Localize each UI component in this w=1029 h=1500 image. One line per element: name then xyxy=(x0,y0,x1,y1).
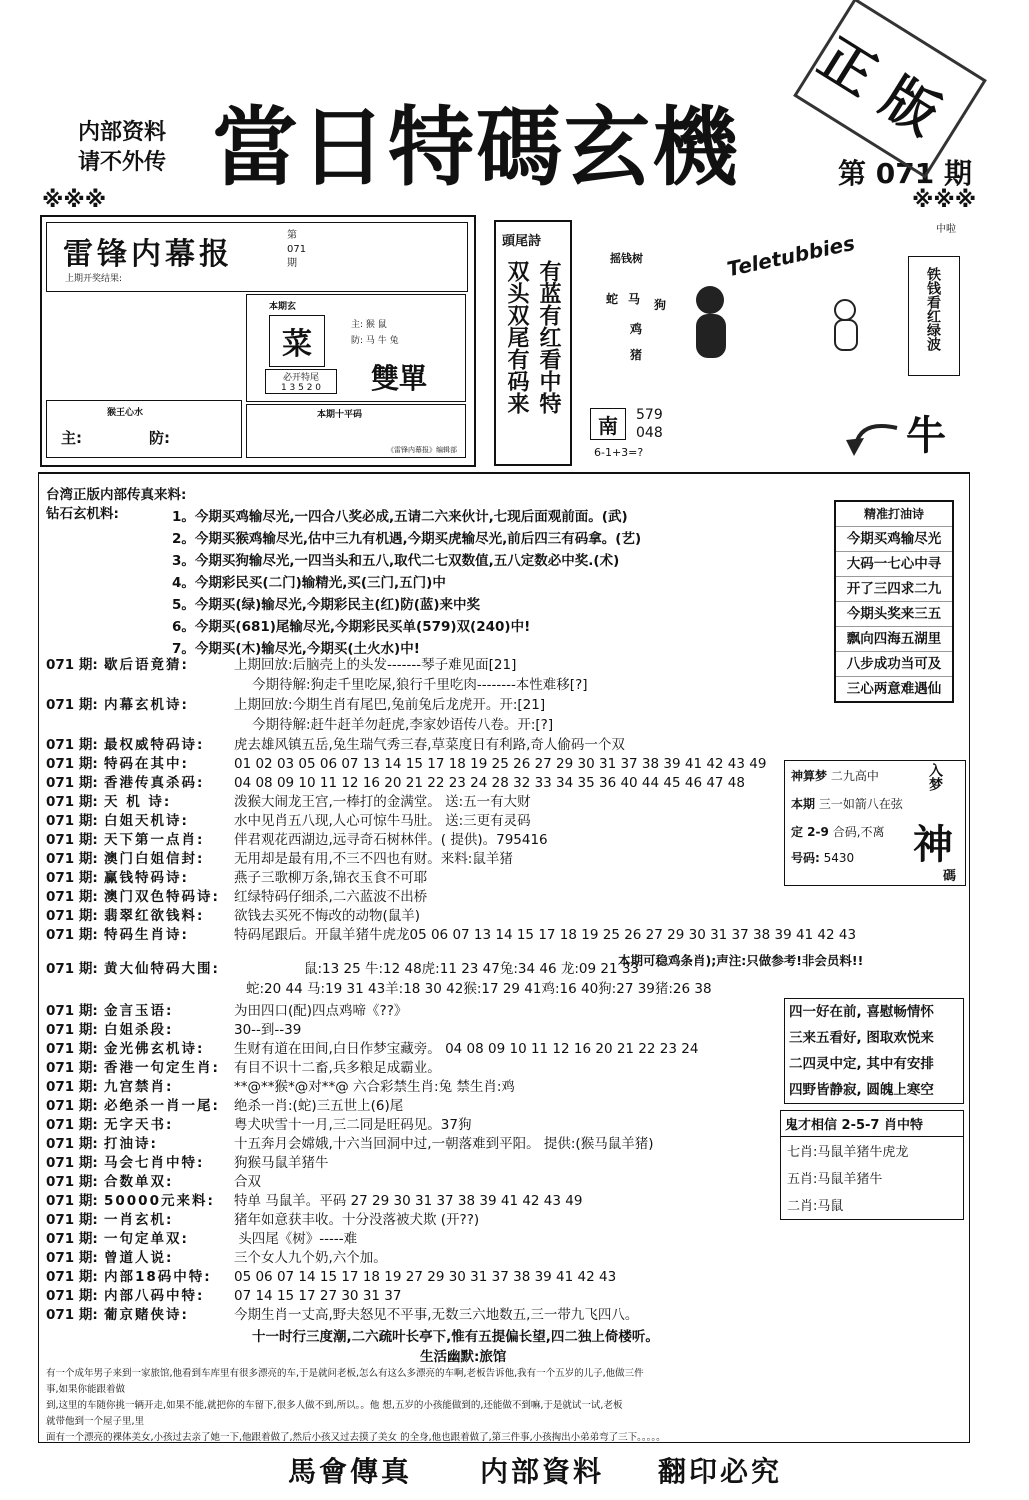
money-tree-label: 摇钱树 xyxy=(610,252,643,265)
row-label: 内部八码中特: xyxy=(104,1288,205,1304)
footer-right: 翻印必究 xyxy=(658,1455,783,1488)
row-prefix: 071 期: xyxy=(46,813,98,829)
row-label: 天 机 诗: xyxy=(104,794,172,810)
info-row xyxy=(46,793,531,811)
row-prefix: 071 期: xyxy=(46,1003,98,1019)
row-label: 葡京赌侠诗: xyxy=(104,1307,189,1323)
xinshui-main: 主: xyxy=(61,429,82,447)
xinshui-fang: 防: xyxy=(149,429,170,447)
huangdaxian-row: 071 期: 黄大仙特码大围: 鼠:13 25 牛:12 48虎:11 23 47兔:34 46 龙:09 21 33 xyxy=(46,961,640,977)
row-text: 燕子三歌柳万条,锦衣玉食不可耶 xyxy=(234,870,428,886)
row-prefix: 071 期: xyxy=(46,1193,98,1209)
info-row xyxy=(46,736,625,754)
stars-left: ※※※ xyxy=(42,188,107,213)
info-row xyxy=(46,1268,616,1286)
row-label: 九宫禁肖: xyxy=(104,1079,174,1095)
row-prefix: 071 期: xyxy=(46,908,98,924)
row-label: 一句定单双: xyxy=(104,1231,189,1247)
row-label: 打油诗: xyxy=(104,1136,158,1152)
row-prefix: 071 期: xyxy=(46,1060,98,1076)
diamond-item: 3。今期买狗输尽光,一四当头和五八,取代二七双数值,五八定数必中奖.(术) xyxy=(172,553,620,569)
cow-label: 牛 xyxy=(906,413,946,459)
pujing-line-2: 十一时行三度潮,二六疏叶长亭下,惟有五提偏长望,四二独上倚楼听。 xyxy=(252,1329,659,1345)
row-label: 合数单双: xyxy=(104,1174,174,1190)
row-text: 05 06 07 14 15 17 18 19 27 29 30 31 37 38 39 41 42 43 xyxy=(234,1269,617,1285)
row-text: 无用却是最有用,不三不四也有财。来料:鼠羊猪 xyxy=(234,851,513,867)
row-text: 30--到--39 xyxy=(234,1022,302,1038)
diamond-item: 6。今期买(681)尾输尽光,今期彩民买单(579)双(240)中! xyxy=(172,619,531,635)
row-text: 生财有道在田间,白日作梦宝藏旁。 04 08 09 10 11 12 16 20 21 22 23 24 xyxy=(234,1041,699,1057)
row-text: 01 02 03 05 06 07 13 14 15 17 18 19 25 26 27 29 30 31 37 38 39 41 42 43 49 xyxy=(234,756,767,772)
row-text: 欲钱去买死不悔改的动物(鼠羊) xyxy=(234,908,421,924)
leifeng-title-box xyxy=(46,222,468,292)
row-label: 白姐杀段: xyxy=(104,1022,174,1038)
info-row xyxy=(46,1002,407,1020)
row-text: 狗猴马鼠羊猪牛 xyxy=(234,1155,329,1171)
row-text: 泼猴大闹龙王宫,一棒打的金满堂。 送:五一有大财 xyxy=(234,794,531,810)
head-tail-poem xyxy=(494,220,572,466)
row-text: 为田四口(配)四点鸡啼《??》 xyxy=(234,1003,408,1019)
ten-codes-title: 本期十平码 xyxy=(317,410,363,420)
row-prefix: 071 期: xyxy=(46,851,98,867)
info-row xyxy=(46,1306,638,1324)
info-row xyxy=(46,1021,301,1039)
row-label: 香港一句定生肖: xyxy=(104,1060,220,1076)
leifeng-fang: 防: 马 牛 兔 xyxy=(351,336,399,346)
info-row xyxy=(46,1040,698,1058)
row-prefix: 071 期: xyxy=(46,756,98,772)
stars-right: ※※※ xyxy=(912,188,977,213)
info-row xyxy=(46,755,766,773)
row-prefix: 071 期: xyxy=(46,1117,98,1133)
row-prefix: 071 期: xyxy=(46,870,98,886)
shenmeng-box: 神算梦 二九高中 本期 三一如箭八在弦 定 2-9 合码,不离 号码: 5430 入梦 神 碼 xyxy=(784,760,966,886)
row-text: 特码尾跟后。开鼠羊猪牛虎龙05 06 07 13 14 15 17 18 19 25 26 27 29 30 31 37 38 39 41 42 43 xyxy=(234,927,857,943)
row-text: 十五奔月会嫦娥,十六当回洞中过,一朝落难到平阳。 提供:(猴马鼠羊猪) xyxy=(234,1136,654,1152)
info-row xyxy=(46,850,513,868)
top-left-notice xyxy=(78,118,166,178)
guicai-title: 鬼才相信 2-5-7 肖中特 xyxy=(781,1111,963,1137)
ma-label: 碼 xyxy=(943,869,957,884)
diamond-item: 5。今期买(绿)输尽光,今期彩民主(红)防(蓝)来中奖 xyxy=(172,597,481,613)
row-label: 香港传真杀码: xyxy=(104,775,205,791)
row-prefix: 071 期: xyxy=(46,1174,98,1190)
huangdaxian-line2: 蛇:20 44 马:19 31 43羊:18 30 42猴:17 29 41鸡:16 40狗:27 39猪:26 38 xyxy=(246,981,712,997)
money-tree-animals: 蛇 马 狗 鸡 猪 xyxy=(606,292,667,362)
row-text: 07 14 15 17 27 30 31 37 xyxy=(234,1288,402,1304)
info-row xyxy=(46,869,427,887)
row-prefix: 071 期: xyxy=(46,1098,98,1114)
row-label: 一肖玄机: xyxy=(104,1212,174,1228)
row-text: 水中见肖五八现,人心可惊牛马肚。 送:三更有灵码 xyxy=(234,813,531,829)
vegetable-badge: 菜 xyxy=(269,315,325,367)
xiehou-row-2: 今期待解:狗走千里吃屎,狼行千里吃肉--------本性难移[?] xyxy=(252,677,588,693)
row-label: 马会七肖中特: xyxy=(104,1155,205,1171)
row-text: 粤犬吠雪十一月,三二同是旺码见。37狗 xyxy=(234,1117,472,1133)
side-vertical: 铁钱看红绿波 xyxy=(925,267,941,351)
xinshui-box xyxy=(46,400,242,458)
row-label: 无字天书: xyxy=(104,1117,174,1133)
four-poem-box: 四一好在前, 喜慰畅情怀 三来五看好, 图取欢悦来 二四灵中定, 其中有安排 四野皆静寂, 圆魄上寒空 xyxy=(784,998,964,1104)
row-text: 绝杀一肖:(蛇)三五世上(6)尾 xyxy=(234,1098,404,1114)
stamp-text: 正版 xyxy=(808,25,968,158)
leifeng-title: 雷锋内幕报 xyxy=(63,237,233,272)
huangdaxian-note: 本期可稳鸡条肖);声注:只做参考!非会员料!! xyxy=(618,953,864,968)
info-row xyxy=(46,1192,582,1210)
row-text: 今期生肖一丈高,野夫怒见不平事,无数三六地数五,三一带九飞四八。 xyxy=(234,1307,639,1323)
info-row xyxy=(46,1135,653,1153)
row-text: 合双 xyxy=(234,1174,261,1190)
info-row xyxy=(46,1230,357,1248)
row-label: 白姐天机诗: xyxy=(104,813,189,829)
leifeng-heading-small: 本期玄 xyxy=(269,302,297,312)
notice-line-2: 请不外传 xyxy=(78,150,167,175)
row-text: 伴君观花西湖边,远寻奇石树林伴。( 提供)。795416 xyxy=(234,832,548,848)
row-label: 澳门白姐信封: xyxy=(104,851,205,867)
info-row xyxy=(46,1211,479,1229)
south-numbers: 579 048 xyxy=(636,407,663,441)
south-badge: 南 xyxy=(590,408,626,440)
issue-number: 第 071 期 xyxy=(838,157,972,190)
bikai-box: 必开特尾 1 3 5 2 0 xyxy=(265,369,337,394)
info-row xyxy=(46,1173,261,1191)
row-text: 三个女人九个奶,六个加。 xyxy=(234,1250,387,1266)
diamond-item: 1。今期买鸡输尽光,一四合八奖必成,五请二六来伙计,七现后面观前面。(武) xyxy=(172,509,628,525)
row-label: 澳门双色特码诗: xyxy=(104,889,220,905)
row-label: 天下第一点肖: xyxy=(104,832,205,848)
row-label: 金言玉语: xyxy=(104,1003,174,1019)
row-prefix: 071 期: xyxy=(46,1231,98,1247)
page-title: 當日特碼玄機 xyxy=(212,97,740,198)
row-label: 最权威特码诗: xyxy=(104,737,205,753)
formula: 6-1+3=? xyxy=(594,446,644,459)
poem-title: 頭尾詩 xyxy=(502,234,542,249)
row-label: 赢钱特码诗: xyxy=(104,870,189,886)
guicai-box: 鬼才相信 2-5-7 肖中特 七肖:马鼠羊猪牛虎龙 五肖:马鼠羊猪牛 二肖:马鼠 xyxy=(780,1110,964,1220)
info-row xyxy=(46,831,548,849)
row-label: 50000元来料: xyxy=(104,1193,215,1209)
row-prefix: 071 期: xyxy=(46,1079,98,1095)
row-prefix: 071 期: xyxy=(46,1022,98,1038)
info-row xyxy=(46,1287,401,1305)
row-prefix: 071 期: xyxy=(46,794,98,810)
ten-codes-box xyxy=(246,404,466,458)
info-row xyxy=(46,907,420,925)
row-text: 虎去雄风镇五岳,兔生瑞气秀三春,草菜度日有利路,奇人偷码一个双 xyxy=(234,737,625,753)
row-prefix: 071 期: xyxy=(46,927,98,943)
teletubby-figures xyxy=(680,270,880,380)
footer-center: 内部資料 xyxy=(480,1455,605,1488)
row-prefix: 071 期: xyxy=(46,1288,98,1304)
source-title: 台湾正版内部传真来料: xyxy=(46,487,187,503)
humor-title: 生活幽默:旅馆 xyxy=(420,1349,507,1365)
row-label: 内部18码中特: xyxy=(104,1269,212,1285)
diamond-item: 7。今期买(木)输尽光,今期买(土火水)中! xyxy=(172,641,420,657)
row-prefix: 071 期: xyxy=(46,1136,98,1152)
side-vertical-box xyxy=(908,256,960,376)
row-text: 猪年如意获丰收。十分没落被犬欺 (开??) xyxy=(234,1212,480,1228)
info-row xyxy=(46,774,745,792)
row-prefix: 071 期: xyxy=(46,1212,98,1228)
leifeng-subline: 上期开奖结果: xyxy=(65,274,123,284)
xinshui-title: 猴王心水 xyxy=(107,408,144,418)
info-row xyxy=(46,1078,515,1096)
shen-big: 神 xyxy=(913,822,953,868)
info-row xyxy=(46,1154,329,1172)
poem-col-1: 双头双尾有码来 xyxy=(504,260,529,414)
row-prefix: 071 期: xyxy=(46,737,98,753)
row-prefix: 071 期: xyxy=(46,1307,98,1323)
row-prefix: 071 期: xyxy=(46,1155,98,1171)
arrow-icon xyxy=(842,420,902,460)
leifeng-issue: 第 071 期 xyxy=(287,230,307,269)
footer-left: 馬會傳真 xyxy=(288,1455,413,1488)
row-prefix: 071 期: xyxy=(46,832,98,848)
row-text: 04 08 09 10 11 12 16 20 21 22 23 24 28 32 33 34 35 36 40 44 45 46 47 48 xyxy=(234,775,745,791)
row-text: 红绿特码仔细杀,二六蓝波不出桥 xyxy=(234,889,428,905)
info-row xyxy=(46,1097,403,1115)
ten-codes-footer: 《雷锋内幕报》编辑部 xyxy=(387,446,457,454)
info-row xyxy=(46,812,531,830)
leifeng-main: 主: 猴 鼠 xyxy=(351,320,387,330)
poem-col-2: 有蓝有红看中特 xyxy=(536,260,561,414)
row-prefix: 071 期: xyxy=(46,775,98,791)
row-label: 必绝杀一肖一尾: xyxy=(104,1098,220,1114)
row-prefix: 071 期: xyxy=(46,1041,98,1057)
row-text: 有目不识十二畜,兵多粮足成霸业。 xyxy=(234,1060,441,1076)
row-prefix: 071 期: xyxy=(46,1250,98,1266)
zhongla-label: 中啦 xyxy=(936,224,956,235)
leifeng-xuan-box xyxy=(246,294,466,402)
side-poem-box: 精准打油诗 今期买鸡输尽光 大码一七心中寻 开了三四求二九 今期头奖来三五 飘向四海五湖里 八步成功当可及 三心两意难遇仙 xyxy=(834,500,954,703)
neimu-row-2: 今期待解:赶牛赶羊勿赶虎,李家妙语传八卷。开:[?] xyxy=(252,717,554,733)
teletubbies-label: Teletubbies xyxy=(724,230,857,282)
diamond-item: 4。今期彩民买(二门)输精光,买(三门,五门)中 xyxy=(172,575,446,591)
row-text: 特单 马鼠羊。平码 27 29 30 31 37 38 39 41 42 43 49 xyxy=(234,1193,583,1209)
row-prefix: 071 期: xyxy=(46,1269,98,1285)
row-label: 翡翠红欲钱料: xyxy=(104,908,205,924)
info-row xyxy=(46,1116,471,1134)
info-row xyxy=(46,1249,387,1267)
diamond-item: 2。今期买猴鸡输尽光,估中三九有机遇,今期买虎输尽光,前后四三有码拿。(艺) xyxy=(172,531,642,547)
dream-side-label: 入梦 xyxy=(927,763,943,791)
info-row xyxy=(46,926,856,944)
row-text: **@**猴*@对**@ 六合彩禁生肖:兔 禁生肖:鸡 xyxy=(234,1079,515,1095)
side-poem-title: 精准打油诗 xyxy=(836,502,952,527)
info-row xyxy=(46,1059,441,1077)
row-label: 金光佛玄机诗: xyxy=(104,1041,205,1057)
info-row xyxy=(46,888,427,906)
row-text: 头四尾《树》-----难 xyxy=(234,1231,358,1247)
shuangdan-text: 雙單 xyxy=(371,362,428,395)
row-prefix: 071 期: xyxy=(46,889,98,905)
diamond-label: 钻石玄机料: xyxy=(46,506,119,522)
row-label: 曾道人说: xyxy=(104,1250,174,1266)
xiehou-row: 071 期: 歇后语竟猜: 上期回放:后脑壳上的头发-------琴子难见面[21] xyxy=(46,657,517,673)
row-label: 特码在其中: xyxy=(104,756,189,772)
notice-line-1: 内部资料 xyxy=(78,120,167,145)
neimu-row: 071 期: 内幕玄机诗: 上期回放:今期生肖有尾巴,兔前兔后龙虎开。开:[21] xyxy=(46,697,546,713)
row-label: 特码生肖诗: xyxy=(104,927,189,943)
